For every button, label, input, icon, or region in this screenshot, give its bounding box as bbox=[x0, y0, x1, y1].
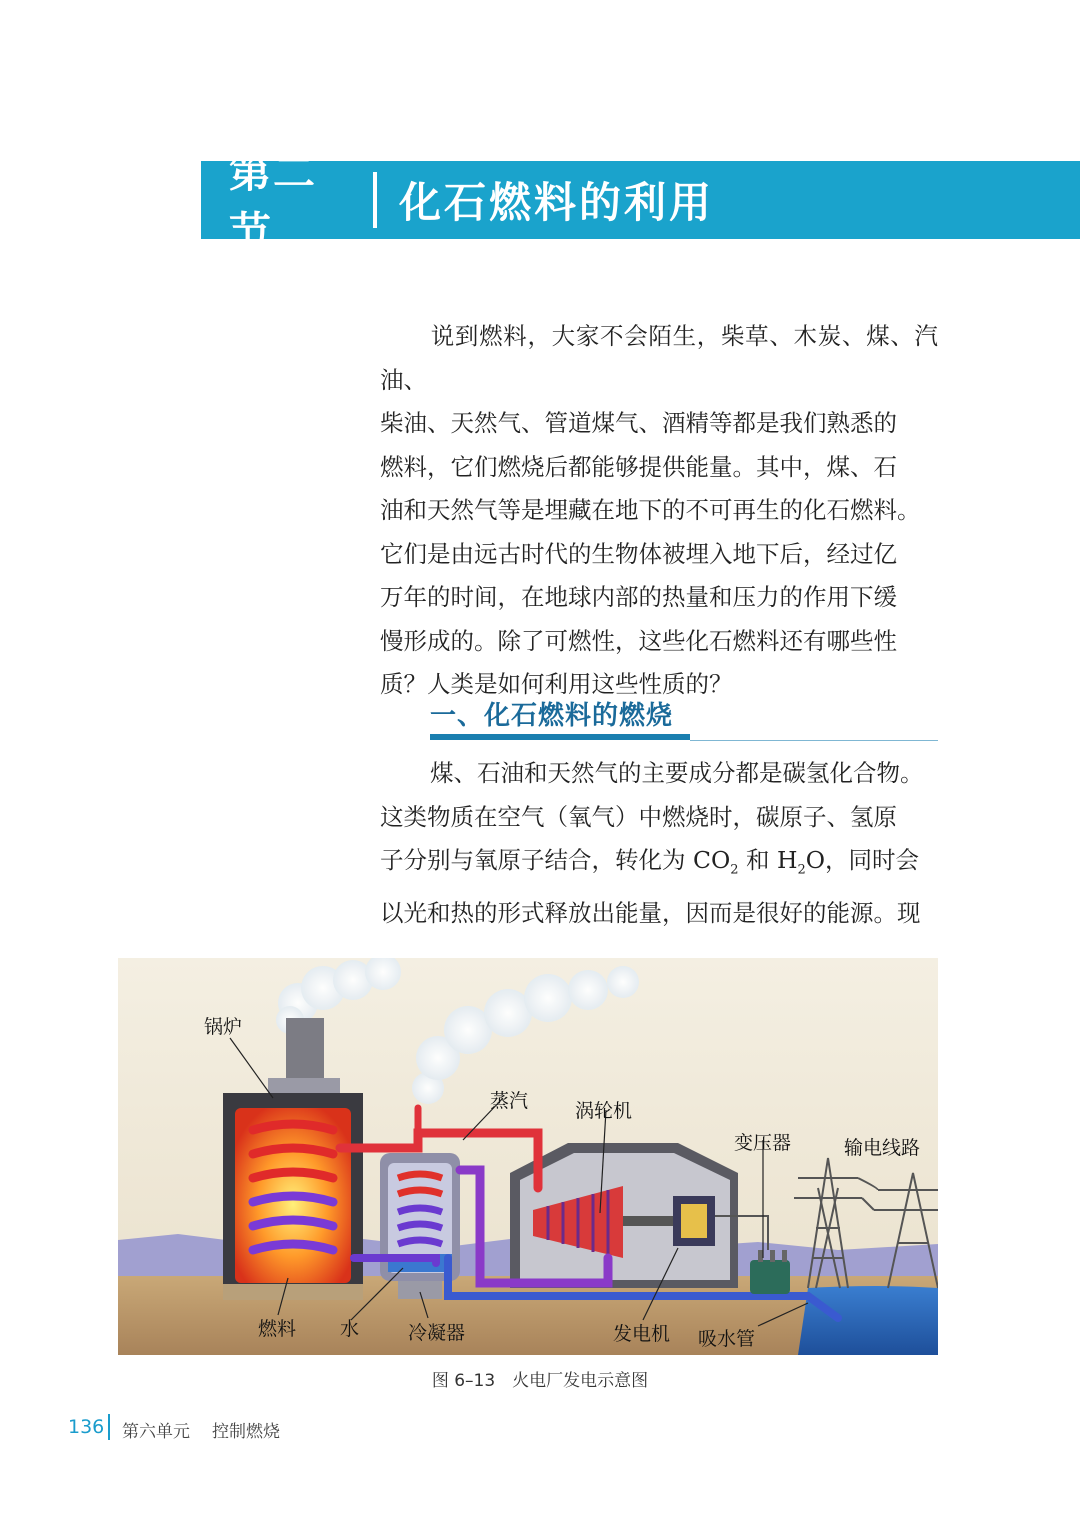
body-line: O，同时会 bbox=[805, 846, 919, 874]
heading-rule bbox=[690, 740, 938, 741]
label-steam: 蒸汽 bbox=[490, 1090, 529, 1112]
water-reservoir bbox=[798, 1286, 938, 1355]
label-water: 水 bbox=[340, 1318, 360, 1340]
body-line: 这类物质在空气（氧气）中燃烧时，碳原子、氢原 bbox=[380, 802, 897, 831]
section-title: 化石燃料的利用 bbox=[399, 178, 715, 227]
subscript: 2 bbox=[730, 862, 739, 878]
body-line: 以光和热的形式释放出能量，因而是很好的能源。现 bbox=[380, 899, 921, 928]
intro-line: 燃料，它们燃烧后都能够提供能量。其中，煤、石 bbox=[380, 452, 897, 481]
label-condenser: 冷凝器 bbox=[408, 1322, 466, 1344]
label-power-lines: 输电线路 bbox=[844, 1137, 921, 1159]
label-transformer: 变压器 bbox=[734, 1132, 792, 1154]
power-plant-figure bbox=[118, 958, 938, 1355]
section-number: 第二节 bbox=[229, 148, 318, 257]
intro-line: 质？人类是如何利用这些性质的？ bbox=[380, 670, 733, 698]
intro-line: 柴油、天然气、管道煤气、酒精等都是我们熟悉的 bbox=[380, 409, 897, 437]
intro-paragraph bbox=[380, 315, 938, 707]
figure-caption: 图 6–13 火电厂发电示意图 bbox=[431, 1371, 649, 1391]
body-line: 煤、石油和天然气的主要成分都是碳氢化合物。 bbox=[430, 759, 924, 787]
running-footer bbox=[122, 1417, 280, 1442]
turbine-hall bbox=[510, 1143, 738, 1288]
label-turbine: 涡轮机 bbox=[575, 1100, 633, 1122]
body-line: 子分别与氧原子结合，转化为 CO bbox=[380, 846, 731, 874]
intro-line: 油和天然气等是埋藏在地下的不可再生的化石燃料。 bbox=[380, 496, 921, 524]
page-number: 136 bbox=[68, 1416, 105, 1438]
body-paragraph bbox=[380, 752, 938, 936]
intro-line: 说到燃料，大家不会陌生，柴草、木炭、煤、汽油、 bbox=[380, 322, 938, 394]
body-line: 和 H bbox=[738, 846, 798, 874]
intro-line: 它们是由远古时代的生物体被埋入地下后，经过亿 bbox=[380, 539, 897, 568]
subscript: 2 bbox=[797, 862, 806, 878]
intro-line: 万年的时间，在地球内部的热量和压力的作用下缓 bbox=[380, 583, 897, 611]
section-banner bbox=[201, 148, 1080, 257]
subsection-heading: 一、化石燃料的燃烧 bbox=[430, 701, 674, 731]
intro-line: 慢形成的。除了可燃性，这些化石燃料还有哪些性 bbox=[380, 626, 897, 655]
label-intake-pipe: 吸水管 bbox=[698, 1328, 756, 1350]
label-boiler: 锅炉 bbox=[204, 1016, 243, 1038]
footer-divider bbox=[108, 1414, 110, 1440]
label-generator: 发电机 bbox=[613, 1323, 671, 1345]
footer-chapter: 控制燃烧 bbox=[212, 1422, 280, 1442]
footer-unit: 第六单元 bbox=[122, 1422, 190, 1442]
label-fuel: 燃料 bbox=[258, 1318, 297, 1340]
heading-underline bbox=[430, 734, 690, 740]
banner-divider bbox=[373, 172, 377, 228]
